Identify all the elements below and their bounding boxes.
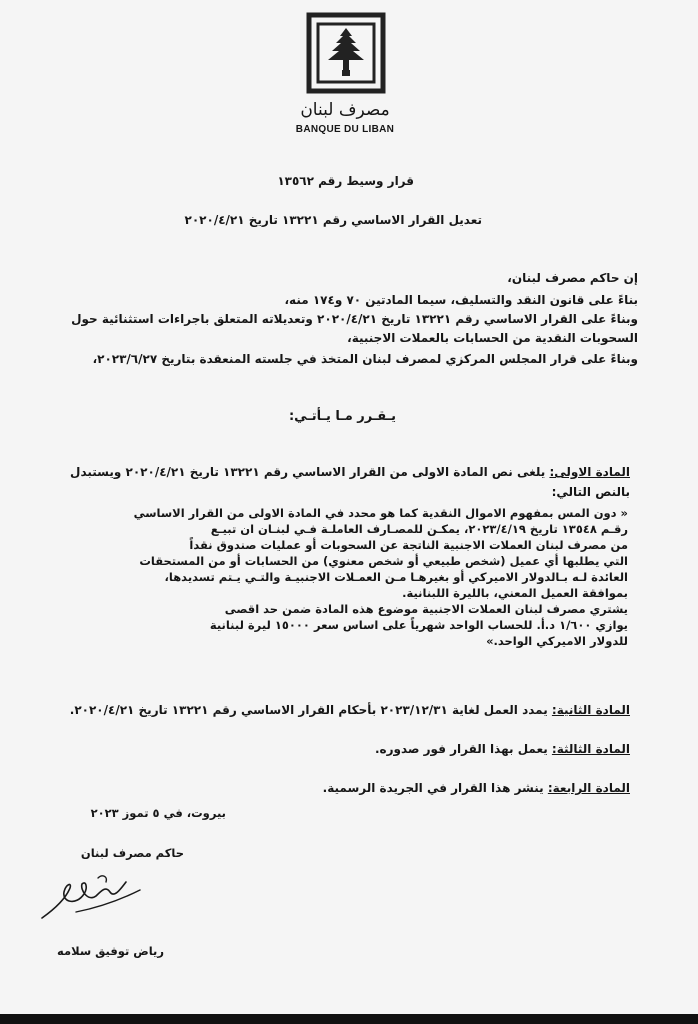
quote-line: يوازي ١/٦٠٠ د.أ. للحساب الواحد شهرياً على اساس سعر ١٥٠٠٠ ليرة لبنانية: [209, 618, 628, 632]
quote-line: رقـم ١٣٥٤٨ تاريخ ٢٠٢٣/٤/١٩، يمكـن للمصـارف العاملـة فـي لبنـان ان تبيـع: [210, 522, 628, 536]
logo-french-text: BANQUE DU LIBAN: [295, 124, 395, 135]
preamble-line: وبناءً على قرار المجلس المركزي لمصرف لبنان المتخذ في جلسته المنعقدة بتاريخ ٢٠٢٣/٦/٢٧،: [92, 352, 638, 366]
preamble-line: إن حاكم مصرف لبنان،: [507, 271, 638, 285]
handwritten-signature-icon: [36, 868, 156, 928]
decision-number: قرار وسيط رقم ١٣٥٦٢: [277, 174, 414, 188]
article-3-text: يعمل بهذا القرار فور صدوره.: [374, 742, 552, 756]
article-3: [375, 741, 630, 757]
article-1-text-continued: بالنص التالي:: [551, 485, 630, 499]
preamble-line: بناءً على قانون النقد والتسليف، سيما المادتين ٧٠ و١٧٤ منه،: [284, 293, 638, 307]
governor-name: رياض توفيق سلامه: [57, 944, 164, 958]
article-3-label: المادة الثالثة:: [551, 742, 630, 756]
article-2: [70, 702, 630, 718]
quote-line: التي يطلبها أي عميل (شخص طبيعي أو شخص معنوي) من الحسابات أو من المستحقات: [139, 554, 628, 568]
decides-heading: يـقـرر مـا يـأتـي:: [288, 409, 396, 424]
banque-du-liban-logo-icon: [306, 12, 386, 94]
quote-line: للدولار الاميركي الواحد.»: [486, 634, 628, 648]
article-1: [70, 464, 630, 480]
article-4-text: ينشر هذا القرار في الجريدة الرسمية.: [322, 781, 548, 795]
article-2-label: المادة الثانية:: [551, 703, 630, 717]
article-1-label: المادة الاولى:: [549, 465, 630, 479]
preamble-line: السحوبات النقدية من الحسابات بالعملات الاجنبية،: [347, 331, 638, 345]
article-1-quote: [62, 505, 628, 649]
quote-line: بموافقة العميل المعني، بالليرة اللبنانية.: [402, 586, 628, 600]
article-2-text: يمدد العمل لغاية ٢٠٢٣/١٢/٣١ بأحكام القرار الاساسي رقم ١٣٢٢١ تاريخ ٢٠٢٠/٤/٢١.: [69, 703, 552, 717]
article-1-text: يلغى نص المادة الاولى من القرار الاساسي رقم ١٣٢٢١ تاريخ ٢٠٢٠/٤/٢١ ويستبدل: [70, 465, 550, 479]
scan-bottom-edge: [0, 1014, 698, 1024]
quote-line: العائدة لـه بـالدولار الاميركي أو بغيرهـا مـن العمـلات الاجنبيـة والتـي يـتم تسديدها،: [164, 570, 628, 584]
quote-line: « دون المس بمفهوم الاموال النقدية كما هو محدد في المادة الاولى من القرار الاساسي: [133, 506, 628, 520]
place-and-date: بيروت، في ٥ تموز ٢٠٢٣: [90, 806, 226, 820]
decision-subject: تعديل القرار الاساسي رقم ١٣٢٢١ تاريخ ٢٠٢٠/٤/٢١: [184, 213, 482, 227]
article-4: [323, 780, 630, 796]
quote-line: من مصرف لبنان العملات الاجنبية الناتجة عن السحوبات أو عمليات صندوق نقداً: [189, 538, 628, 552]
governor-title: حاكم مصرف لبنان: [80, 846, 184, 860]
quote-line: يشتري مصرف لبنان العملات الاجنبية موضوع هذه المادة ضمن حد اقصى: [224, 602, 628, 616]
logo-arabic-text: مصرف لبنان: [300, 100, 390, 120]
preamble-line: وبناءً على القرار الاساسي رقم ١٣٢٢١ تاريخ ٢٠٢٠/٤/٢١ وتعديلاته المتعلق باجراءات استثنائية حول: [71, 312, 638, 326]
article-4-label: المادة الرابعة:: [547, 781, 630, 795]
